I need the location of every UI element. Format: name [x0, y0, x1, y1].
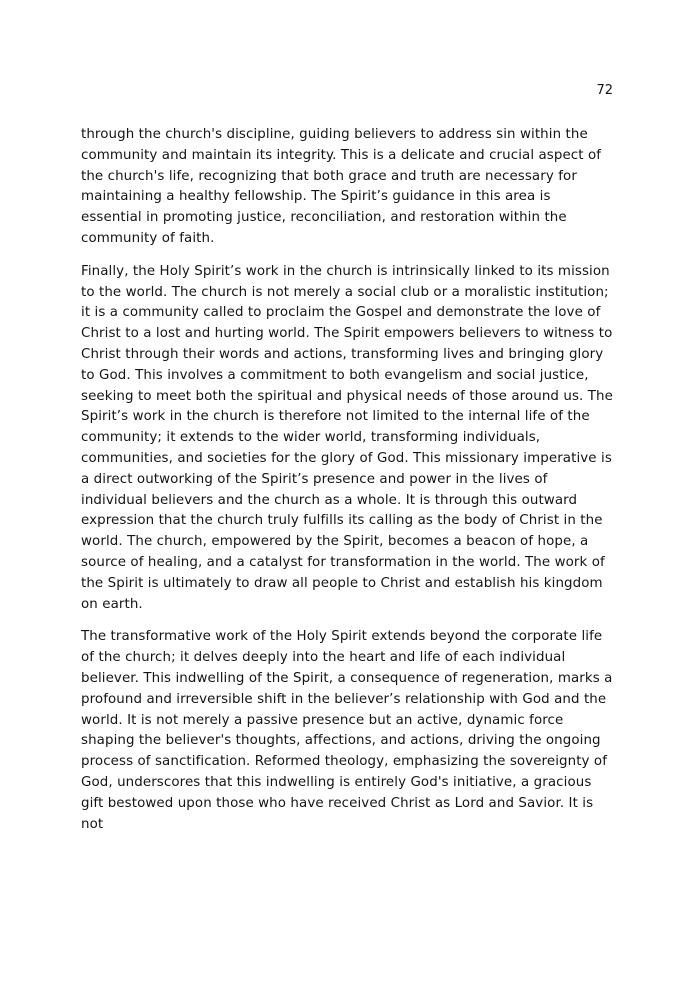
paragraph: The transformative work of the Holy Spirit extends beyond the corporate life of the church; it delves deeply into the heart and life of each individual believer. This indwelling of the Spirit, a consequence of regeneration, marks a profound and irreversible shift in the believer’s relationship with God and the world. It is not merely a passive presence but an active, dynamic force shaping the believer's thoughts, affections, and actions, driving the ongoing process of sanctification. Reformed theology, emphasizing the sovereignty of God, underscores that this indwelling is entirely God's initiative, a gracious gift bestowed upon those who have received Christ as Lord and Savior. It is not: [81, 629, 613, 832]
page-number: 72: [596, 83, 613, 98]
paragraph: through the church's discipline, guiding believers to address sin within the community and maintain its integrity. This is a delicate and crucial aspect of the church's life, recognizing that both grace and truth are necessary for maintaining a healthy fellowship. The Spirit’s guidance in this area is essential in promoting justice, reconciliation, and restoration within the community of faith.: [81, 127, 602, 246]
page-content: [81, 125, 614, 835]
paragraph: Finally, the Holy Spirit’s work in the church is intrinsically linked to its mission to the world. The church is not merely a social club or a moralistic institution; it is a community called to proclaim the Gospel and demonstrate the love of Christ to a lost and hurting world. The Spirit empowers believers to witness to Christ through their words and actions, transforming lives and bringing glory to God. This involves a commitment to both evangelism and social justice, seeking to meet both the spiritual and physical needs of those around us. The Spirit’s work in the church is therefore not limited to the internal life of the community; it extends to the wider world, transforming individuals, communities, and societies for the glory of God. This missionary imperative is a direct outworking of the Spirit’s presence and power in the lives of individual believers and the church as a whole. It is through this outward expression that the church truly fulfills its calling as the body of Christ in the world. The church, empowered by the Spirit, becomes a beacon of hope, a source of healing, and a catalyst for transformation in the world. The work of the Spirit is ultimately to draw all people to Christ and establish his kingdom on earth.: [81, 263, 613, 612]
